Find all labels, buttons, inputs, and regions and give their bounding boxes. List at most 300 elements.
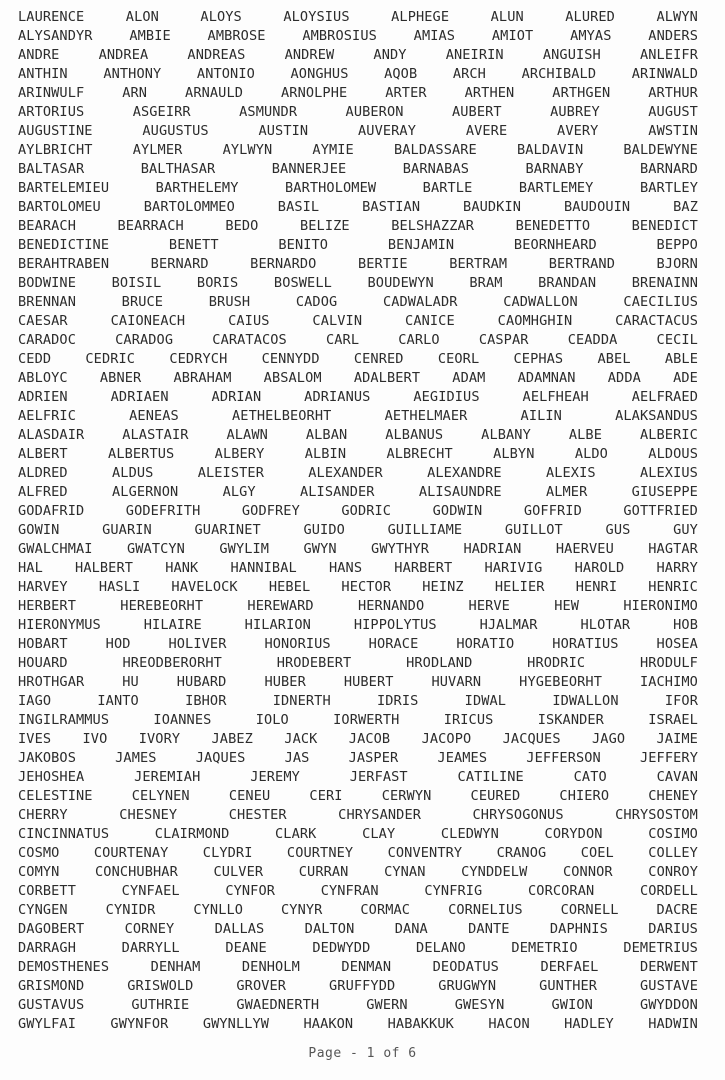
name-word: GOTTFRIED [623,503,698,519]
name-word: ALEXIS [545,465,596,481]
name-word: HAL [18,560,43,576]
name-word: AUBERON [345,104,404,120]
name-word: IRICUS [443,712,494,728]
name-word: GUILLOT [504,522,563,538]
name-word: HALBERT [75,560,134,576]
name-word: HUBARD [176,674,227,690]
name-word: BALTHASAR [140,161,216,177]
name-word: CLAY [362,826,396,842]
name-word: BOISIL [111,275,162,291]
name-word: BERTIE [357,256,408,272]
name-word: IFOR [664,693,698,709]
name-word: ARCH [452,66,486,82]
name-word: ABNER [99,370,142,386]
name-word: CERWYN [381,788,432,804]
name-word: AUGUST [648,104,698,120]
name-word: BERAHTRABEN [18,256,110,272]
text-line [18,160,698,179]
name-word: ALBANUS [385,427,444,443]
name-word: BALDASSARE [393,142,477,158]
name-word: HAROLD [574,560,625,576]
name-word: ALBYN [493,446,535,462]
name-word: IOANNES [153,712,212,728]
name-word: HOD [105,636,131,652]
name-word: AYLWYN [222,142,273,158]
name-word: ARNAULD [185,85,244,101]
text-line [18,236,698,255]
name-word: BRUSH [208,294,251,310]
name-word: IDNERTH [272,693,331,709]
text-line [18,198,698,217]
name-word: HRODULF [639,655,698,671]
text-line [18,122,698,141]
name-word: HOSEA [656,636,698,652]
text-line [18,920,698,939]
name-word: GOWIN [18,522,60,538]
name-word: BALTASAR [18,161,85,177]
name-word: ANDERS [648,28,698,44]
name-word: CEPHAS [513,351,564,367]
name-word: CADWALLON [503,294,578,310]
name-word: GROVER [236,978,287,994]
name-word: GUY [673,522,698,538]
name-word: HUVARN [431,674,482,690]
name-word: ARN [122,85,148,101]
name-word: ALAWN [226,427,268,443]
name-word: IORWERTH [333,712,400,728]
name-word: DEDWYDD [312,940,371,956]
text-line [18,711,698,730]
name-word: AMYAS [570,28,612,44]
name-word: ARINWULF [18,85,85,101]
name-word: ANDREW [284,47,335,63]
name-word: ALASTAIR [122,427,189,443]
name-word: BODWINE [18,275,76,291]
name-word: ANGUISH [542,47,601,63]
name-word: ISKANDER [537,712,604,728]
name-word: GWALCHMAI [18,541,93,557]
name-word: CASPAR [478,332,529,348]
name-word: HEREWARD [247,598,314,614]
name-word: CANICE [405,313,455,329]
name-word: GWION [551,997,593,1013]
name-word: AMBROSE [207,28,266,44]
name-word: CARATACOS [212,332,287,348]
name-word: LAURENCE [18,9,85,25]
name-word: ALISANDER [299,484,375,500]
name-word: CYNDDELW [461,864,528,880]
name-word: GRISWOLD [127,978,194,994]
name-word: HORATIO [456,636,515,652]
name-word: DENMAN [341,959,392,975]
name-word: CAESAR [18,313,68,329]
name-word: AVERE [465,123,508,139]
name-word: HEREBEORHT [120,598,204,614]
name-word: DEMETRIO [511,940,578,956]
name-word: HADWIN [648,1016,698,1032]
name-word: ALYSANDYR [18,28,93,44]
name-word: GWYLIM [219,541,270,557]
name-word: ADRIANUS [304,389,371,405]
name-word: ARINWALD [631,66,698,82]
name-word: HERBERT [18,598,76,614]
text-line [18,654,698,673]
text-line [18,540,698,559]
name-word: ALEXIUS [639,465,698,481]
name-word: ANDRE [18,47,60,63]
name-word: CENEU [228,788,271,804]
name-word: BARTOLOMEU [18,199,101,215]
name-word: BENEDICTINE [18,237,110,253]
name-word: ADDA [607,370,641,386]
name-word: CATO [573,769,607,785]
name-word: BEDO [225,218,259,234]
name-word: JAQUES [195,750,246,766]
name-word: GWAEDNERTH [236,997,320,1013]
name-word: HADLEY [564,1016,614,1032]
name-word: ISRAEL [648,712,698,728]
name-word: BOSWELL [273,275,332,291]
name-word: ADAM [452,370,486,386]
name-word: GRUFFYDD [329,978,396,994]
name-word: CORBETT [18,883,76,899]
name-word: CEDRIC [85,351,136,367]
name-word: CYNLLO [193,902,244,918]
name-word: CADOG [295,294,338,310]
name-word: HUBER [264,674,306,690]
name-word: BENITO [278,237,329,253]
name-word: ADAMNAN [517,370,576,386]
name-word: ALEXANDER [308,465,383,481]
name-word: GODAFRID [18,503,85,519]
name-word: CYNGEN [18,902,68,918]
name-word: JASPER [348,750,399,766]
name-word: CYNIDR [105,902,156,918]
name-word: CARADOG [115,332,174,348]
name-word: GWYNFOR [110,1016,169,1032]
name-word: HJALMAR [479,617,538,633]
name-word: BARTELEMIEU [18,180,110,196]
text-line [18,882,698,901]
name-word: JABEZ [211,731,253,747]
name-word: IBHOR [185,693,227,709]
name-word: ALDUS [112,465,154,481]
name-word: DALTON [304,921,355,937]
name-word: DERWENT [639,959,698,975]
name-word: ALBERT [18,446,68,462]
name-word: DANTE [468,921,510,937]
name-word: ALFRED [18,484,68,500]
name-word: CRANOG [496,845,547,861]
name-word: ALOYS [200,9,242,25]
name-word: HARBERT [394,560,453,576]
name-word: ARNOLPHE [281,85,348,101]
name-word: BERNARDO [250,256,317,272]
name-word: HASLI [98,579,141,595]
name-word: GWATCYN [126,541,185,557]
name-word: DAPHNIS [549,921,608,937]
name-word: BASIL [277,199,320,215]
name-word: GODRIC [341,503,392,519]
name-word: GUNTHER [539,978,598,994]
name-word: CINCINNATUS [18,826,110,842]
name-word: ARTHEN [464,85,515,101]
name-word: DERFAEL [540,959,599,975]
text-line [18,559,698,578]
name-word: JEREMY [250,769,300,785]
name-word: BELSHAZZAR [391,218,475,234]
text-line [18,293,698,312]
text-line [18,597,698,616]
name-word: DEMETRIUS [623,940,698,956]
name-word: GODWIN [432,503,483,519]
name-word: AETHELBEORHT [232,408,332,424]
name-word: ALDOUS [648,446,698,462]
name-word: GOFFRID [523,503,582,519]
name-word: DARRYLL [121,940,180,956]
name-word: HIPPOLYTUS [353,617,437,633]
name-word: HILAIRE [143,617,202,633]
name-word: HRODRIC [527,655,586,671]
name-word: ANTHONY [103,66,162,82]
name-word: AILIN [520,408,562,424]
name-word: CYNFRAN [320,883,379,899]
text-line [18,483,698,502]
text-line [18,673,698,692]
name-word: CADWALADR [382,294,458,310]
text-line [18,521,698,540]
name-word: JAKOBOS [18,750,76,766]
text-line [18,806,698,825]
name-word: HRODLAND [406,655,473,671]
name-word: GWYTHYR [371,541,430,557]
name-word: IANTO [97,693,139,709]
name-word: HAAKON [303,1016,354,1032]
text-line [18,426,698,445]
name-word: JEREMIAH [134,769,201,785]
text-line [18,8,698,27]
name-word: HIERONYMUS [18,617,101,633]
name-word: BRENNAN [18,294,76,310]
name-word: ASGEIRR [132,104,191,120]
name-word: BENETT [168,237,219,253]
name-word: AELFRAED [631,389,698,405]
name-word: JERFAST [349,769,408,785]
name-word: DELANO [416,940,466,956]
name-word: AUGUSTUS [142,123,209,139]
name-word: ALBIN [304,446,347,462]
name-word: ARTHUR [648,85,698,101]
name-word: ASMUNDR [239,104,298,120]
name-word: CARL [325,332,360,348]
text-line [18,217,698,236]
name-word: JEAMES [437,750,488,766]
name-word: CORCORAN [528,883,595,899]
name-word: ALBANY [481,427,531,443]
name-word: AYLMER [132,142,183,158]
name-word: DARIUS [648,921,698,937]
text-line [18,141,698,160]
text-line [18,692,698,711]
name-word: GUSTAVE [640,978,698,994]
name-word: ADRIEN [18,389,68,405]
name-word: CARLO [398,332,440,348]
name-word: BERNARD [150,256,209,272]
name-word: CEDD [18,351,52,367]
name-word: JACQUES [502,731,561,747]
name-word: ALBRECHT [386,446,453,462]
name-word: CHESNEY [119,807,178,823]
name-word: BENJAMIN [387,237,455,253]
text-line [18,996,698,1015]
name-word: GWYDDON [639,997,698,1013]
name-word: HROTHGAR [18,674,85,690]
text-line [18,578,698,597]
text-line [18,464,698,483]
name-word: ANDREAS [187,47,246,63]
name-word: ALDO [574,446,608,462]
name-word: BARTHOLOMEW [285,180,377,196]
name-word: CHIERO [559,788,610,804]
name-word: AYLBRICHT [18,142,93,158]
name-word: GWESYN [454,997,505,1013]
page-footer: Page - 1 of 6 [308,1046,417,1061]
name-word: ALBERY [214,446,265,462]
name-word: CULVER [213,864,264,880]
name-word: GIUSEPPE [631,484,698,500]
name-word: BERTRAND [548,256,615,272]
name-word: BEPPO [656,237,698,253]
text-line [18,312,698,331]
text-line [18,825,698,844]
name-word: BARTOLOMMEO [143,199,235,215]
name-word: BARNARD [639,161,698,177]
name-word: HARIVIG [484,560,543,576]
name-word: COSIMO [648,826,698,842]
name-word: IVORY [138,731,181,747]
name-word: CAIUS [228,313,270,329]
name-word: ALEISTER [197,465,264,481]
text-line [18,274,698,293]
name-word: BENEDETTO [515,218,591,234]
text-line [18,103,698,122]
name-word: COURTENAY [93,845,169,861]
name-word: CAOMHGHIN [497,313,573,329]
name-word: DARRAGH [18,940,76,956]
name-word: ARCHIBALD [521,66,597,82]
name-word: AMIAS [413,28,456,44]
name-word: ABLE [664,351,698,367]
name-word: ABLOYC [18,370,68,386]
name-word: BARTLEMEY [518,180,594,196]
name-word: ALBERIC [639,427,698,443]
text-line [18,350,698,369]
name-word: HU [122,674,139,690]
name-word: IDRIS [376,693,419,709]
name-word: BASTIAN [362,199,421,215]
name-word: HEW [554,598,580,614]
text-line [18,635,698,654]
name-word: CORNELIUS [448,902,523,918]
name-word: CENNYDD [261,351,320,367]
name-list [18,8,698,1034]
name-word: AYMIE [312,142,354,158]
name-word: CLYDRI [202,845,253,861]
name-word: HECTOR [341,579,392,595]
name-word: BARTLE [422,180,473,196]
name-word: BEORNHEARD [513,237,597,253]
text-line [18,331,698,350]
name-word: GUARIN [102,522,152,538]
name-word: CONCHUBHAR [95,864,178,880]
name-word: AEGIDIUS [413,389,480,405]
name-word: AQOB [384,66,418,82]
name-word: GUARINET [194,522,261,538]
text-line [18,730,698,749]
name-word: CORMAC [360,902,411,918]
name-word: AUGUSTINE [18,123,93,139]
name-word: AVERY [557,123,599,139]
name-word: HAERVEU [555,541,614,557]
name-word: CECIL [656,332,698,348]
name-word: ABSALOM [263,370,322,386]
name-word: ALURED [565,9,615,25]
name-word: ALOYSIUS [283,9,350,25]
name-word: ABRAHAM [173,370,232,386]
name-word: IAGO [18,693,52,709]
name-word: BEARRACH [117,218,184,234]
name-word: IACHIMO [639,674,698,690]
text-line [18,46,698,65]
name-word: ANDY [373,47,407,63]
name-word: GRISMOND [18,978,85,994]
name-word: GWYN [303,541,337,557]
text-line [18,27,698,46]
name-word: CENRED [353,351,404,367]
name-word: IVES [18,731,52,747]
name-word: BORIS [196,275,239,291]
name-word: CYNAN [384,864,426,880]
name-word: HADRIAN [463,541,522,557]
name-word: ADRIAEN [110,389,169,405]
name-word: GODFREY [241,503,300,519]
name-word: JACK [284,731,318,747]
text-line [18,844,698,863]
name-word: BEARACH [18,218,76,234]
name-word: AMBIE [129,28,171,44]
name-word: JAMES [115,750,157,766]
name-word: BAZ [673,199,698,215]
name-word: CEADDA [567,332,618,348]
name-word: JEFFERY [639,750,698,766]
name-word: HANNIBAL [230,560,297,576]
text-line [18,768,698,787]
name-word: DEANE [225,940,267,956]
name-word: GUILLIAME [387,522,463,538]
text-line [18,179,698,198]
name-word: COLLEY [648,845,698,861]
name-word: ALASDAIR [18,427,85,443]
text-line [18,84,698,103]
name-word: HRODEBERT [276,655,352,671]
name-word: JEHOSHEA [18,769,85,785]
name-word: DALLAS [214,921,265,937]
name-word: AUSTIN [258,123,309,139]
name-word: CALVIN [312,313,363,329]
name-word: CAECILIUS [623,294,698,310]
name-word: IDWALLON [552,693,619,709]
name-word: ALMER [545,484,588,500]
